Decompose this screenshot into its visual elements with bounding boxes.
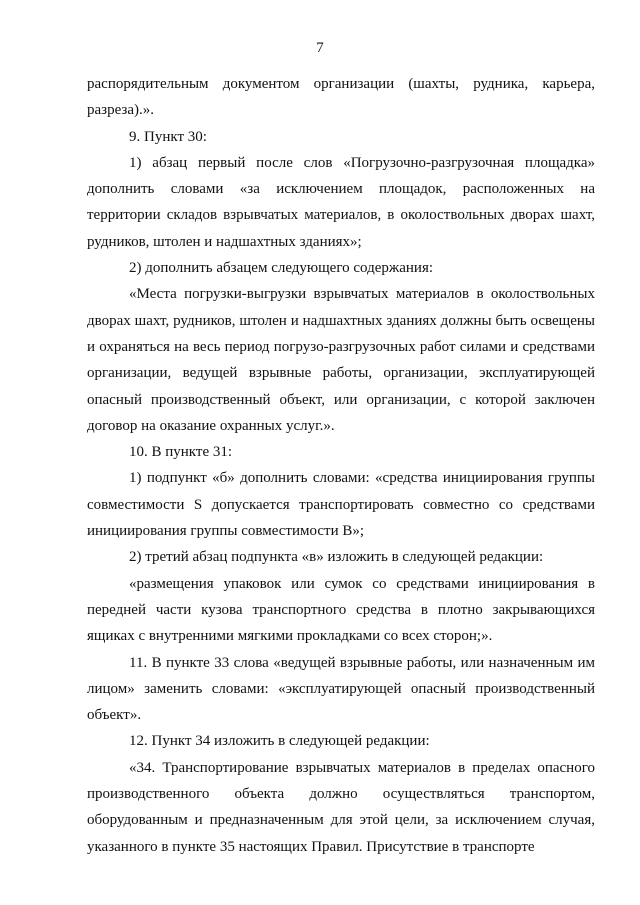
paragraph-item-10-1: 1) подпункт «б» дополнить словами: «средства инициирования группы совместимости S допускается транспортировать совместно со средствами инициирования группы совместимости B»; [87, 470, 595, 540]
paragraph-item-12: 12. Пункт 34 изложить в следующей редакции: [129, 733, 430, 750]
paragraph-item-10-2: 2) третий абзац подпункта «в» изложить в следующей редакции: [129, 549, 544, 566]
paragraph-quote-packages: «размещения упаковок или сумок со средствами инициирования в передней части кузова транспортного средства в плотно закрывающихся ящиках с внутренними мягкими прокладками со всех сторон;». [87, 575, 595, 645]
paragraph-item-10: 10. В пункте 31: [129, 444, 233, 461]
paragraph-quote-34: «34. Транспортирование взрывчатых материалов в пределах опасного производственного объекта должно осуществляться транспортом, оборудованным и предназначенным для этой цели, за исключением случая, указанного в пункте 35 настоящих Правил. Присутствие в транспорте [87, 759, 595, 855]
paragraph-item-11: 11. В пункте 33 слова «ведущей взрывные работы, или назначенным им лицом» заменить словами: «эксплуатирующей опасный производственный объект». [87, 654, 595, 724]
page-number: 7 [316, 40, 324, 56]
paragraph-item-9-2: 2) дополнить абзацем следующего содержания: [129, 260, 434, 277]
paragraph-item-9-1: 1) абзац первый после слов «Погрузочно-разгрузочная площадка» дополнить словами «за исключением площадок, расположенных на территории складов взрывчатых материалов, в околоствольных дворах шахт, рудников, штолен и надшахтных зданиях»; [87, 154, 595, 250]
paragraph-quote-loading-places: «Места погрузки-выгрузки взрывчатых материалов в околоствольных дворах шахт, рудников, штолен и надшахтных зданиях должны быть освещены и охраняться на весь период погрузо-разгрузочных работ силами и средствами организации, ведущей взрывные работы, организации, эксплуатирующей опасный производственный объект, или организации, с которой заключен договор на оказание охранных услуг.». [87, 286, 595, 434]
paragraph-continuation: распорядительным документом организации (шахты, рудника, карьера, разреза).». [87, 76, 595, 119]
paragraph-item-9: 9. Пункт 30: [129, 128, 207, 145]
document-body [87, 71, 595, 860]
